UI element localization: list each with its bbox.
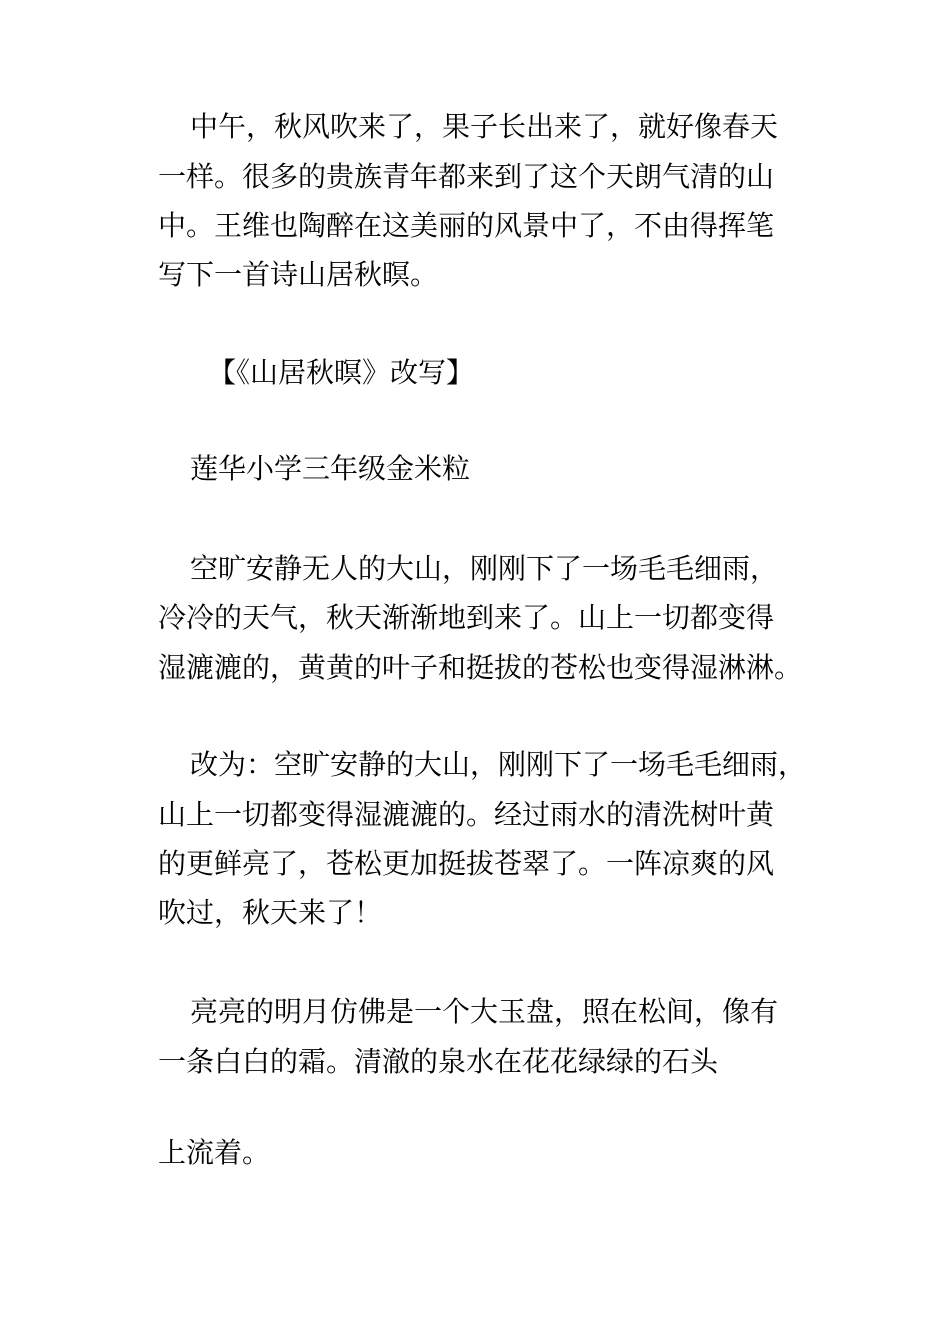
paragraph-line: 的更鲜亮了，苍松更加挺拔苍翠了。一阵凉爽的风 (158, 847, 775, 880)
paragraph-line: 空旷安静无人的大山，刚刚下了一场毛毛细雨， (190, 552, 779, 585)
paragraph-line: 上流着。 (158, 1136, 271, 1169)
paragraph-line: 亮亮的明月仿佛是一个大玉盘，照在松间，像有 (190, 995, 779, 1028)
paragraph-line: 一条白白的霜。清澈的泉水在花花绿绿的石头 (158, 1045, 719, 1078)
paragraph-line: 中。王维也陶醉在这美丽的风景中了，不由得挥笔 (158, 209, 775, 242)
paragraph-line: 山上一切都变得湿漉漉的。经过雨水的清洗树叶黄 (158, 798, 775, 831)
paragraph-line: 冷冷的天气，秋天渐渐地到来了。山上一切都变得 (158, 601, 775, 634)
paragraph-line: 一样。很多的贵族青年都来到了这个天朗气清的山 (158, 160, 775, 193)
paragraph-line: 写下一首诗山居秋暝。 (158, 258, 439, 291)
section-title: 【《山居秋暝》改写】 (208, 356, 475, 389)
paragraph-line: 吹过，秋天来了！ (158, 896, 383, 929)
paragraph-line: 改为：空旷安静的大山，刚刚下了一场毛毛细雨， (190, 748, 807, 781)
author-line: 莲华小学三年级金米粒 (190, 452, 471, 485)
paragraph-line: 湿漉漉的，黄黄的叶子和挺拔的苍松也变得湿淋淋。 (158, 651, 803, 684)
paragraph-line: 中午，秋风吹来了，果子长出来了，就好像春天 (190, 110, 779, 143)
